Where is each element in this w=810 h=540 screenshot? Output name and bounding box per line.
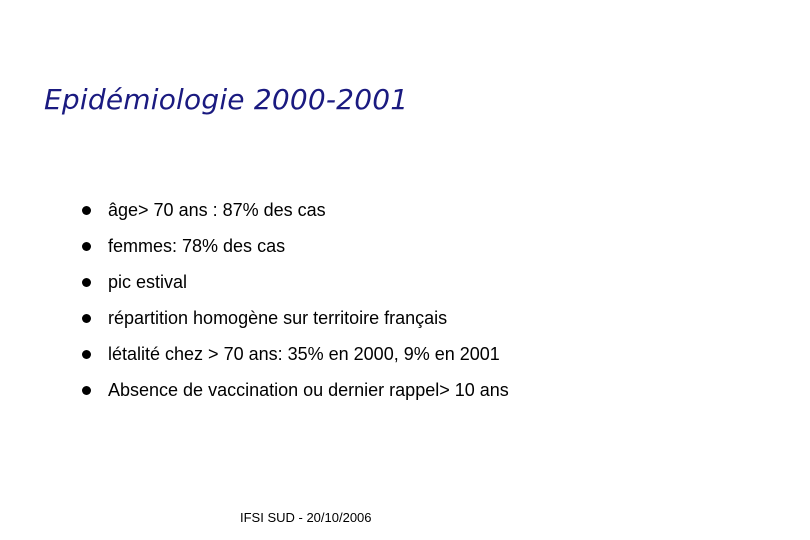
- list-item: [82, 264, 509, 300]
- slide-title: Epidémiologie 2000-2001: [44, 83, 409, 116]
- bullet-icon: [82, 350, 91, 359]
- list-item: [82, 192, 509, 228]
- list-item: [82, 300, 509, 336]
- bullet-text: pic estival: [108, 271, 188, 292]
- bullet-icon: [82, 206, 91, 215]
- bullet-text: répartition homogène sur territoire français: [108, 307, 448, 328]
- bullet-text: âge> 70 ans : 87% des cas: [108, 199, 326, 220]
- bullet-text: Absence de vaccination ou dernier rappel> 10 ans: [108, 379, 509, 400]
- bullet-icon: [82, 242, 91, 251]
- bullet-icon: [82, 278, 91, 287]
- bullet-icon: [82, 314, 91, 323]
- bullet-list: [82, 192, 509, 408]
- list-item: [82, 336, 509, 372]
- bullet-text: femmes: 78% des cas: [108, 235, 286, 256]
- list-item: [82, 372, 509, 408]
- bullet-text: létalité chez > 70 ans: 35% en 2000, 9% en 2001: [108, 343, 500, 364]
- list-item: [82, 228, 509, 264]
- slide-footer: IFSI SUD - 20/10/2006: [240, 510, 372, 525]
- bullet-icon: [82, 386, 91, 395]
